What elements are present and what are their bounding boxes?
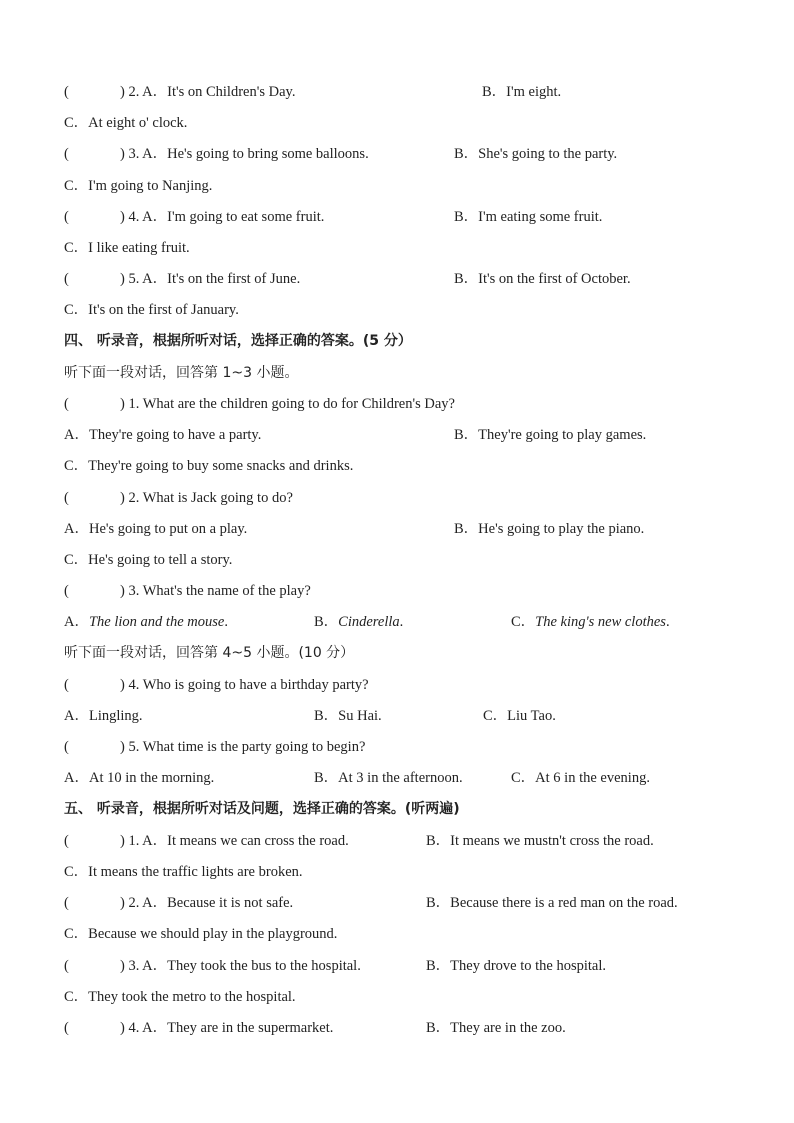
option-b-label: B． [314,614,339,630]
s4-q5-text: ) 5. What time is the party going to begin? [120,739,366,755]
s5-q2-row [64,892,754,914]
s3-q3-option-b[interactable]: B．She's going to the party. [454,146,618,162]
s4-q3-text: ) 3. What's the name of the play? [120,583,311,599]
s3-q5-row [64,268,754,290]
s5-q4-option-b[interactable]: B．They are in the zoo. [426,1020,566,1036]
s3-q4-row [64,206,754,228]
s3-q4-option-c[interactable]: C．I like eating fruit. [64,240,190,256]
period: . [665,614,670,630]
s5-q1-option-b[interactable]: B．It means we mustn't cross the road. [426,833,654,849]
s4-q3-question [64,580,754,602]
s3-q2-option-c[interactable]: C．At eight o' clock. [64,115,188,131]
section-4-intro-1: 听下面一段对话，回答第 1~3 小题。 [64,365,299,381]
s4-q5-row-abc [64,767,754,789]
answer-bracket[interactable]: ( [64,833,69,849]
s4-q2-option-b[interactable]: B．He's going to play the piano. [454,521,645,537]
s5-q3-option-a[interactable]: ) 3. A．They took the bus to the hospital. [120,958,361,974]
option-b-title: Cinderella [338,614,400,630]
s4-q2-option-a[interactable]: A．He's going to put on a play. [64,521,248,537]
answer-bracket[interactable]: ( [64,895,69,911]
s5-q3-option-c[interactable]: C．They took the metro to the hospital. [64,989,296,1005]
s4-q5-question [64,736,754,758]
s3-q4-option-a[interactable]: ) 4. A．I'm going to eat some fruit. [120,209,325,225]
s5-q4-option-a[interactable]: ) 4. A．They are in the supermarket. [120,1020,334,1036]
s4-q2-question [64,487,754,509]
s4-q3-option-c[interactable] [511,611,670,633]
s4-q1-row-ab [64,424,754,446]
s3-q3-option-a[interactable]: ) 3. A．He's going to bring some balloons. [120,146,369,162]
option-a-label: A． [64,614,89,630]
s3-q2-option-a[interactable]: ) 2. A．It's on Children's Day. [120,84,296,100]
answer-bracket[interactable]: ( [64,490,69,506]
s5-q4-row [64,1017,754,1039]
answer-bracket[interactable]: ( [64,209,69,225]
s4-q3-row-abc [64,611,754,633]
answer-bracket[interactable]: ( [64,677,69,693]
s4-q4-question [64,674,754,696]
s3-q2-option-b[interactable]: B．I'm eight. [482,84,562,100]
answer-bracket[interactable]: ( [64,1020,69,1036]
answer-bracket[interactable]: ( [64,271,69,287]
s3-q5-option-c[interactable]: C．It's on the first of January. [64,302,239,318]
s4-q1-question [64,393,754,415]
s5-q3-option-b[interactable]: B．They drove to the hospital. [426,958,607,974]
s4-q2-row-ab [64,518,754,540]
s5-q1-option-c[interactable]: C．It means the traffic lights are broken. [64,864,303,880]
option-a-title: The lion and the mouse [88,614,225,630]
answer-bracket[interactable]: ( [64,84,69,100]
s4-q4-text: ) 4. Who is going to have a birthday party? [120,677,369,693]
s3-q2-row [64,81,754,103]
s4-q2-text: ) 2. What is Jack going to do? [120,490,293,506]
s3-q4-option-b[interactable]: B．I'm eating some fruit. [454,209,603,225]
s4-q5-option-a[interactable]: A．At 10 in the morning. [64,770,215,786]
answer-bracket[interactable]: ( [64,146,69,162]
s4-q2-option-c[interactable]: C．He's going to tell a story. [64,552,233,568]
s4-q1-text: ) 1. What are the children going to do for Children's Day? [120,396,455,412]
answer-bracket[interactable]: ( [64,396,69,412]
s5-q2-option-c[interactable]: C．Because we should play in the playground. [64,926,338,942]
s4-q5-option-c[interactable]: C．At 6 in the evening. [511,770,650,786]
s5-q2-option-a[interactable]: ) 2. A．Because it is not safe. [120,895,294,911]
answer-bracket[interactable]: ( [64,739,69,755]
section-5-heading: 五、 听录音，根据所听对话及问题，选择正确的答案。(听两遍) [64,801,460,817]
s3-q3-option-c[interactable]: C．I'm going to Nanjing. [64,178,213,194]
answer-bracket[interactable]: ( [64,958,69,974]
s3-q5-option-b[interactable]: B．It's on the first of October. [454,271,631,287]
s4-q1-option-c[interactable]: C．They're going to buy some snacks and drinks. [64,458,354,474]
s3-q3-row [64,143,754,165]
s5-q3-row [64,955,754,977]
s4-q1-option-b[interactable]: B．They're going to play games. [454,427,647,443]
section-4-heading: 四、 听录音，根据所听对话，选择正确的答案。(5 分） [64,333,412,349]
section-4-intro-2: 听下面一段对话，回答第 4~5 小题。(10 分） [64,645,355,661]
s4-q5-option-b[interactable]: B．At 3 in the afternoon. [314,770,463,786]
s4-q4-option-a[interactable]: A．Lingling. [64,708,143,724]
period: . [399,614,404,630]
s3-q5-option-a[interactable]: ) 5. A．It's on the first of June. [120,271,301,287]
s5-q1-option-a[interactable]: ) 1. A．It means we can cross the road. [120,833,349,849]
option-c-title: The king's new clothes [535,614,666,630]
option-c-label: C． [511,614,536,630]
s4-q4-option-c[interactable]: C．Liu Tao. [483,708,556,724]
period: . [224,614,228,630]
answer-bracket[interactable]: ( [64,583,69,599]
s4-q4-option-b[interactable]: B．Su Hai. [314,708,382,724]
s4-q3-option-a[interactable] [64,611,228,633]
s4-q3-option-b[interactable] [314,611,403,633]
s4-q4-row-abc [64,705,754,727]
s5-q1-row [64,830,754,852]
s5-q2-option-b[interactable]: B．Because there is a red man on the road. [426,895,678,911]
s4-q1-option-a[interactable]: A．They're going to have a party. [64,427,262,443]
